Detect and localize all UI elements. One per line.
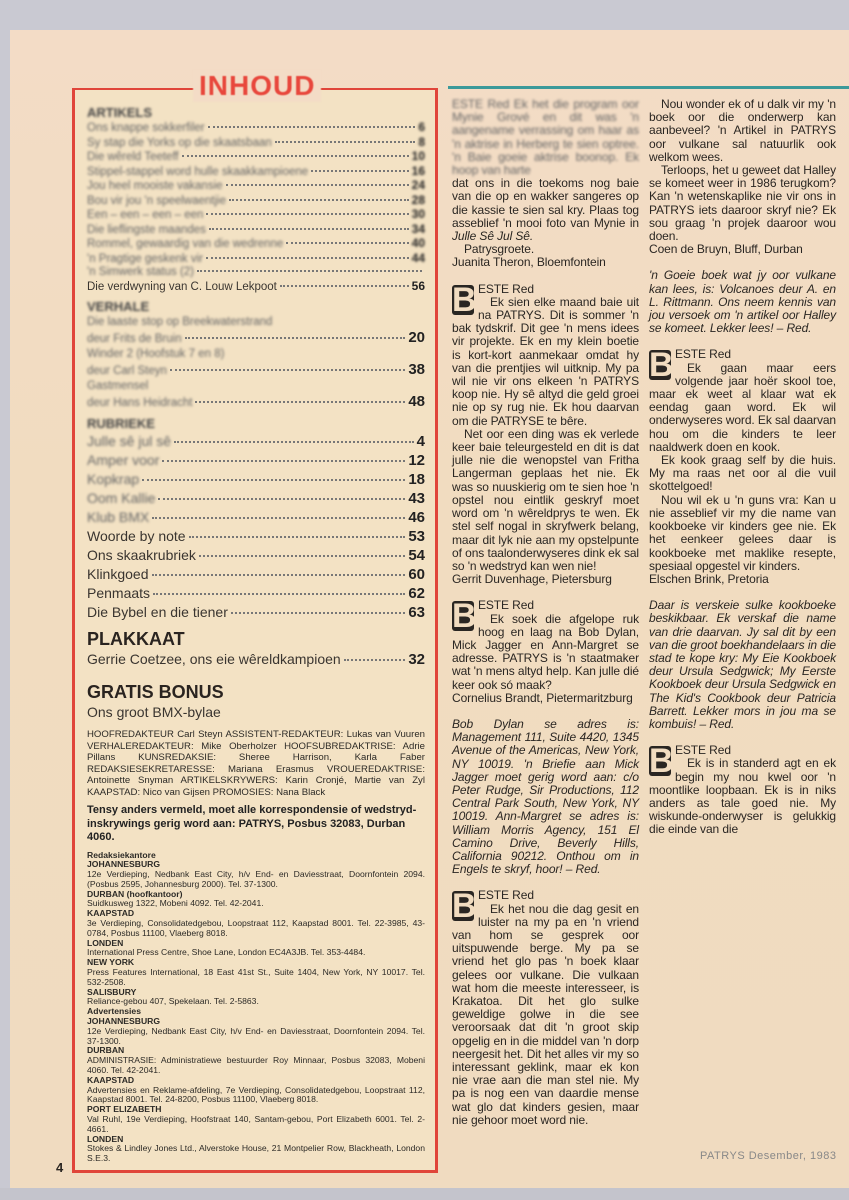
dot-leader — [209, 228, 409, 230]
entry-page: 56 — [411, 278, 425, 293]
entry-page: 38 — [408, 361, 425, 378]
editor-reply: 'n Goeie boek wat jy oor vulkane kan lees, is: Volcanoes deur A. en L. Rittmann. Ons neem kennis van jou versoek om 'n artikel oor Halley se komeet. Lekker lees! – Red. — [649, 268, 836, 336]
entry-page: 40 — [411, 236, 425, 250]
entry-page: 12 — [408, 452, 425, 469]
entry-title: Sy stap die Yorks op die skaatsbaan — [87, 136, 272, 149]
letter — [452, 98, 639, 270]
letter — [452, 280, 639, 587]
salutation: ESTE Red — [478, 281, 534, 296]
drop-cap-b: B — [649, 346, 674, 385]
artikels-section — [87, 104, 425, 294]
entry-title: Klub BMX — [87, 509, 150, 525]
scan-background — [0, 1188, 849, 1200]
dot-leader — [311, 170, 408, 172]
letters-columns — [452, 98, 836, 1143]
entry-title: Stippel-stappel word hulle skaakkampioene — [87, 165, 309, 178]
entry-title: Die lieflingste maandes — [87, 223, 206, 236]
page-number: 4 — [56, 1160, 64, 1175]
section-heading: VERHALE — [87, 299, 150, 314]
story-author: deur Frits de Bruin — [87, 333, 182, 345]
column-name: Julle Sê Jul Sê. — [452, 229, 534, 244]
office-heading: LONDEN — [87, 937, 124, 948]
toc-entry[interactable] — [87, 508, 425, 527]
drop-cap-b: B — [452, 280, 477, 319]
letter-body: Nou wonder ek of u dalk vir my 'n boek oor die onderwerp kan aanbeveel? 'n Artikel in PATRYS oor vulkane sal natuurlik ook welkom wees. — [649, 97, 836, 164]
toc-entry[interactable] — [87, 432, 425, 451]
story-author: deur Carl Steyn — [87, 365, 167, 377]
entry-title: Jou heel mooiste vakansie — [87, 180, 223, 192]
salutation: ESTE Red — [675, 743, 731, 758]
entry-title: Julle sê jul sê — [87, 433, 172, 449]
entry-title: Ons skaakrubriek — [87, 547, 196, 563]
entry-title: Woorde by note — [87, 528, 186, 544]
entry-title: Bou vir jou 'n speelwaentjie — [87, 194, 226, 207]
editor-reply: Bob Dylan se adres is: Management 111, Suite 4420, 1345 Avenue of the Americas, New York, NY 10019. 'n Briefie aan Mick Jagger moet gerig word aan: c/o Peter Rudge, Sir Productions, 112 Central Park South, New York, NY 10019. Ann-Margret se adres is: William Morris Agency, 151 El Camino Drive, Beverly Hills, California 90212. Onthou om in Engels te skryf, hoor! – Red. — [452, 716, 639, 877]
letter — [649, 744, 836, 836]
letter-body: Net oor een ding was ek verlede keer baie teleurgesteld en dit is dat julle nie die wenopstel van Fritha Langerman geplaas het nie. Ek was so nuuskierig om te sien hoe 'n opstel nou eintlik geskryf moet word om 'n wêreldprys te wen. Ek stel self nogal in skryfwerk belang, maar dit lyk nie aan my opstelpunte of ons taalonderwyseres dink ek sal so 'n wedstryd kan wen nie! — [452, 426, 639, 573]
letter-greeting: Patrysgroete. — [464, 242, 535, 257]
entry-page: 6 — [418, 120, 425, 134]
letter-body: Nou wil ek u 'n guns vra: Kan u nie asseblief vir my die name van kookboeke vir kinders gee nie. Ek het eenkeer gelees daar is kookboeke met maklike resepte, spesiaal opgestel vir kinders. — [649, 492, 836, 573]
entry-page: 18 — [408, 471, 425, 488]
section-heading: PLAKKAAT — [87, 629, 185, 649]
verhale-list — [87, 315, 425, 411]
entry-page: 53 — [408, 528, 425, 545]
office-heading: KAAPSTAD — [87, 908, 135, 919]
toc-entry[interactable] — [87, 603, 425, 622]
toc-entry[interactable] — [87, 489, 425, 508]
toc-entry[interactable] — [87, 565, 425, 584]
office-address: Val Ruhl, 19e Verdieping, Hoofstraat 140, Santam-gebou, Port Elizabeth 6001. Tel. 2-4661. — [87, 1114, 425, 1134]
entry-title: Die wêreld Teeteff — [87, 151, 179, 163]
footer-issue: PATRYS Desember, 1983 — [700, 1150, 837, 1162]
office-address: 12e Verdieping, Nedbank East City, h/v End- en Daviesstraat, Doornfontein 2094. (Posbus 2595, Johannesburg 2000). Tel. 37-1300. — [87, 869, 425, 889]
dot-leader — [182, 155, 409, 157]
dot-leader — [280, 285, 409, 287]
entry-title: Een – een – een – een — [87, 209, 204, 221]
toc-entry[interactable] — [87, 223, 425, 238]
toc-entry[interactable] — [87, 470, 425, 489]
entry-page: 63 — [408, 604, 425, 621]
toc-entry[interactable] — [87, 237, 425, 252]
office-heading: PORT ELIZABETH — [87, 1104, 162, 1115]
office-address: ADMINISTRASIE: Administratiewe bestuurder Roy Minnaar, Posbus 32083, Mobeni 4060. Tel. 42-2041. — [87, 1055, 425, 1076]
dot-leader — [286, 242, 408, 244]
office-heading: NEW YORK — [87, 957, 135, 968]
entry-title: Amper voor — [87, 452, 160, 468]
entry-page: 10 — [411, 149, 425, 163]
office-address: Press Features International, 18 East 41st St., Suite 1404, New York, NY 10017. Tel. 532-2508. — [87, 967, 425, 987]
toc-entry[interactable] — [87, 179, 425, 194]
entry-page: 32 — [408, 651, 425, 668]
office-addresses — [87, 851, 425, 1165]
entry-page: 46 — [408, 509, 425, 526]
story-title[interactable]: Winder 2 (Hoofstuk 7 en 8) — [87, 348, 225, 360]
office-heading: JOHANNESBURG — [87, 1016, 161, 1027]
dot-leader — [185, 337, 406, 339]
dot-leader — [189, 536, 406, 538]
dot-leader — [231, 612, 405, 614]
entry-title: Oom Kallie — [87, 490, 156, 506]
spacer — [452, 270, 639, 283]
dot-leader — [344, 659, 406, 661]
office-address: Stokes & Lindley Jones Ltd., Alverstoke House, 21 Montpelier Row, Blackheath, London S.E.3. — [87, 1143, 425, 1164]
letter-signature: Juanita Theron, Bloemfontein — [452, 255, 606, 270]
office-heading: JOHANNESBURG — [87, 859, 161, 870]
dot-leader — [206, 257, 409, 259]
toc-entry[interactable] — [87, 394, 425, 411]
dot-leader — [170, 369, 405, 371]
salutation: ESTE Red — [478, 598, 534, 613]
toc-entry[interactable] — [87, 527, 425, 546]
story-title[interactable]: Die laaste stop op Breekwaterstrand — [87, 316, 273, 328]
letter-body: dat ons in die toekoms nog baie van die op en wakker sangeres op die kassie te sien sal kry. Plaas tog asseblief 'n mooi foto van Mynie in — [452, 176, 639, 230]
office-heading: LONDEN — [87, 1133, 124, 1144]
office-heading: KAAPSTAD — [87, 1074, 135, 1085]
bonus-title: Ons groot BMX-bylae — [87, 704, 221, 720]
drop-cap-b: B — [452, 887, 477, 926]
entry-page: 43 — [408, 490, 425, 507]
letter-signature: Cornelius Brandt, Pietermaritzburg — [452, 690, 633, 705]
artikels-list — [87, 121, 425, 294]
entry-page: 44 — [411, 250, 425, 265]
entry-title: Rommel, gewaardig van die wedrenne — [87, 238, 284, 250]
story-author: deur Hans Heidracht — [87, 397, 193, 409]
toc-entry[interactable] — [87, 584, 425, 603]
letter-body-blurred: ESTE Red Ek het die program oor Mynie Grové en dit was 'n aangename verrassing om haar as 'n aktrise in Herberg te sien optree. 'n Baie goeie aktrise boonop. Ek hoop van harte — [452, 97, 639, 178]
salutation: ESTE Red — [675, 347, 731, 362]
dot-leader — [158, 498, 405, 500]
rubrieke-section — [87, 415, 425, 622]
dot-leader — [226, 184, 409, 186]
office-heading: Redaksiekantore — [87, 849, 156, 860]
entry-page: 54 — [408, 547, 425, 564]
teal-rule — [448, 86, 849, 89]
entry-page: 4 — [416, 433, 425, 450]
entry-title: Ons knappe sokkerfiler — [87, 122, 205, 134]
office-heading: SALISBURY — [87, 986, 137, 997]
office-heading: Advertensies — [87, 1006, 141, 1017]
letter-body: Ek soek die afgelope ruk hoog en laag na Bob Dylan, Mick Jagger en Ann-Margret se adresse. PATRYS is 'n staatmaker wat 'n mens altyd help. Kan julle dié keer ook só maak? — [452, 611, 639, 692]
staff-credits: HOOFREDAKTEUR Carl Steyn ASSISTENT-REDAKTEUR: Lukas van Vuuren VERHALEREDAKTEUR: Mike Oberholzer HOOFSUBREDAKTRISE: Adrie Pillans KUNSREDAKSIE: Sheree Harrison, Karla Faber REDAKSIESEKRETARESSE: Mariana Erasmus VROUEREDAKTRISE: Antoinette Snyman ARTIKELSKRYWERS: Karin Cronjé, Martie van Zyl KAAPSTAD: Nico van Gijsen PROMOSIES: Nana Black — [87, 729, 425, 798]
toc-entry[interactable] — [87, 546, 425, 565]
drop-cap-b: B — [452, 597, 477, 636]
toc-entry[interactable] — [87, 121, 425, 136]
toc-entry[interactable] — [87, 136, 425, 151]
section-heading: ARTIKELS — [87, 105, 152, 120]
entry-title: 'n Simwerk status (2) — [87, 266, 194, 278]
dot-leader — [195, 401, 405, 403]
toc-entry[interactable] — [87, 150, 425, 165]
toc-entry[interactable] — [87, 165, 425, 180]
office-address: Advertensies en Reklame-afdeling, 7e Verdieping, Consolidatedgebou, Loopstraat 112, Kaapstad 8001. Tel. 24-8200, Posbus 11100, Vlaeberg 8018. — [87, 1084, 425, 1105]
letter — [649, 348, 836, 731]
letter-body: Ek gaan maar eers volgende jaar hoër skool toe, maar ek weet al klaar wat ek eendag gaan word. Ek wil onderwyseres word. Ek sal daarvan hou om die kinders te leer naaldwerk doen en kook. — [649, 360, 836, 454]
salutation: ESTE Red — [478, 888, 534, 903]
entry-page: 20 — [408, 329, 425, 346]
dot-leader — [162, 460, 405, 462]
letter-signature: Elschen Brink, Pretoria — [649, 571, 769, 586]
dot-leader — [152, 574, 406, 576]
toc-entry[interactable] — [87, 266, 425, 280]
dot-leader — [199, 555, 405, 557]
section-heading: RUBRIEKE — [87, 416, 155, 431]
entry-page: 24 — [411, 178, 425, 192]
entry-page: 62 — [408, 585, 425, 602]
office-address: International Press Centre, Shoe Lane, London EC4A3JB. Tel. 353-4484. — [87, 947, 366, 958]
contents-title: INHOUD — [193, 70, 321, 102]
entry-page: 30 — [411, 207, 425, 221]
dot-leader — [174, 441, 414, 443]
toc-entry[interactable] — [87, 280, 425, 295]
dot-leader — [197, 270, 422, 272]
entry-title: Gerrie Coetzee, ons eie wêreldkampioen — [87, 651, 341, 667]
letter-signature: Gerrit Duvenhage, Pietersburg — [452, 572, 612, 587]
bonus-section — [87, 681, 425, 721]
plakkaat-section — [87, 628, 425, 669]
entry-title: Die verdwyning van C. Louw Lekpoot — [87, 280, 277, 293]
office-heading: DURBAN (hoofkantoor) — [87, 888, 183, 899]
toc-entry[interactable] — [87, 650, 425, 669]
dot-leader — [153, 593, 405, 595]
entry-title: Die Bybel en die tiener — [87, 604, 228, 620]
toc-entry[interactable] — [87, 252, 425, 267]
letter-body: Ek is in standerd agt en ek begin my nou kwel oor 'n moontlike loopbaan. Ek is in niks anders as tale goed nie. My wiskunde-onderwyser is gelukkig die einde van die — [649, 756, 836, 837]
entry-title: Kopkrap — [87, 471, 140, 487]
entry-page: 48 — [408, 393, 425, 410]
entry-page: 16 — [411, 163, 425, 178]
editor-reply: Daar is verskeie sulke kookboeke beskikbaar. Ek verskaf die name van drie daarvan. Jy sal dit by een van die groot boekhandelaars in die stad te kope kry: My Eie Kookboek deur Ursula Sedgwick; My Eerste Kookboek deur Ursula Sedgwick en The Kid's Cookbook deur Patricia Barrett. Lekker mors in jou ma se kombuis! – Red. — [649, 598, 836, 731]
story-title[interactable]: Gastmensel — [87, 380, 149, 392]
rubrieke-list — [87, 432, 425, 622]
dot-leader — [152, 517, 405, 519]
office-heading: DURBAN — [87, 1045, 125, 1056]
letter-body: Ek sien elke maand baie uit na PATRYS. Dit is sommer 'n bak tydskrif. Dit gee 'n mens idees vir projekte. Ek en my klein boetie is kort-kort aanmekaar omdat hy van die prentjies wil uitknip. My pa wil nie vir ons elkeen 'n PATRYS koop nie. Hy sê altyd die geld groei nie op sy rug nie. Ek hou daarvan om die PATRYSE te bêre. — [452, 294, 639, 428]
letter-body-wrap — [452, 177, 639, 243]
dot-leader — [275, 141, 416, 143]
entry-title: Penmaats — [87, 585, 151, 601]
office-address: 3e Verdieping, Consolidatedgebou, Loopstraat 112, Kaapstad 8001. Tel. 22-3985, 43-0784, Posbus 11100, Vlaeberg 8018. — [87, 918, 425, 938]
verhale-section — [87, 298, 425, 411]
letter-body: Ek kook graag self by die huis. My ma raas net oor al die vuil skottelgoed! — [649, 453, 836, 494]
letter-body: Terloops, het u geweet dat Halley se komeet weer in 1986 terugkom? Kan 'n wetenskaplike nie vir ons in PATRYS iets daaroor skryf nie? Ek sou graag 'n projek daaroor wou doen. — [649, 163, 836, 244]
entry-title: Klinkgoed — [87, 566, 149, 582]
dot-leader — [206, 213, 408, 215]
toc-entry[interactable] — [87, 362, 425, 379]
office-address: 12e Verdieping, Nedbank East City, h/v End- en Daviesstraat, Doornfontein 2094. Tel. 37-1300. — [87, 1025, 425, 1046]
entry-page: 28 — [411, 192, 425, 207]
office-address: Reliance-gebou 407, Spekelaan. Tel. 2-5863. — [87, 996, 259, 1007]
dot-leader — [208, 126, 416, 128]
drop-cap-b: B — [649, 742, 674, 781]
letter-signature: Coen de Bruyn, Bluff, Durban — [649, 242, 803, 257]
entry-page: 8 — [418, 134, 425, 149]
contents-box — [72, 70, 438, 1173]
dot-leader — [229, 199, 409, 201]
section-heading: GRATIS BONUS — [87, 682, 224, 702]
correspondence-notice: Tensy anders vermeld, moet alle korrespondensie of wedstryd-inskrywings gerig word aan: PATRYS, Posbus 32083, Durban 4060. — [87, 804, 417, 843]
toc-entry[interactable] — [87, 194, 425, 209]
toc-entry[interactable] — [87, 208, 425, 223]
spacer — [452, 705, 639, 718]
entry-title: 'n Pragtige geskenk vir — [87, 252, 203, 265]
toc-entry[interactable] — [87, 330, 425, 347]
dot-leader — [142, 479, 405, 481]
letter-body: Ek het nou die dag gesit en luister na my pa en 'n vriend van hom se gesprek oor uitspuwende berge. My pa se vriend het glo pas 'n boek klaar gelees oor vulkane. Die vulkaan wat hom die meeste interesseer, is Krakatoa. Dit het glo sulke geweldige golwe in die see veroorsaak dat dit 'n groot skip opgelig en in die middel van 'n dorp neergesit het. Dit het alles vir my so interessant geklink, maar ek kon nie vrae aan die man stel nie. My pa is nog een van daardie mense wat glo dat kinders gesien, maar nie gehoor moet word nie. — [452, 901, 639, 1127]
entry-page: 60 — [408, 566, 425, 583]
toc-entry[interactable] — [87, 451, 425, 470]
letter — [452, 599, 639, 876]
office-address: Suidkusweg 1322, Mobeni 4092. Tel. 42-2041. — [87, 898, 264, 909]
entry-page: 34 — [411, 221, 425, 236]
